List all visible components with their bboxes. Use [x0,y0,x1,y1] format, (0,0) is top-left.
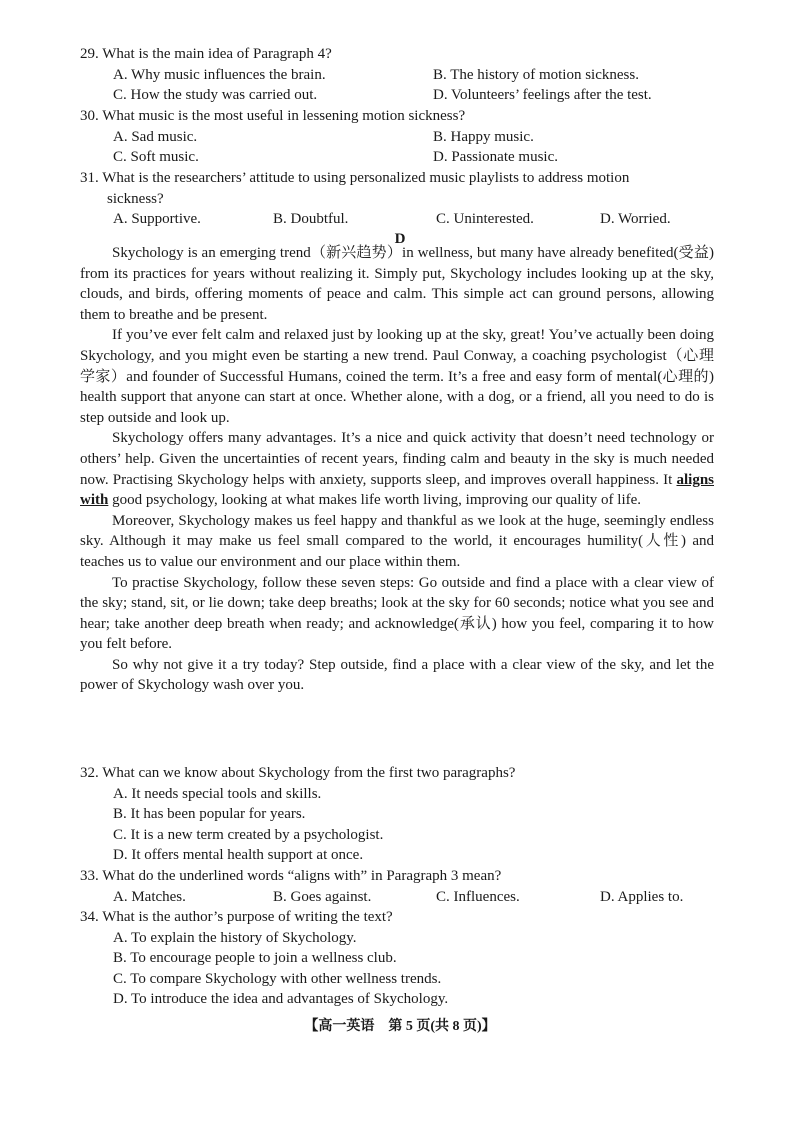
paragraph-1: Skychology is an emerging trend（新兴趋势）in wellness, but many have already benefited(受益) from its practices for years without realizing it. Simply put, Skychology includes looking up at the sky, clouds, and birds, offering moments of peace and calm. This simple act can ground persons, allowing them to breathe and be present. [80,245,714,323]
option-b[interactable]: B. Doubtful. [273,211,349,228]
paragraph-3-text-before: Skychology offers many advantages. It’s a nice and quick activity that doesn’t need technology or others’ help. Given the uncertainties of recent years, finding calm and beauty in the sky is much needed now. Practising Skychology helps with anxiety, supports sleep, and improves overall happiness. It [80,430,714,488]
question-34 [80,907,720,1010]
question-32 [80,763,720,866]
option-c[interactable]: C. Uninterested. [436,211,534,228]
option-row [80,147,720,168]
paragraph-3-text-after: good psychology, looking at what makes life worth living, improving our quality of life. [108,492,642,509]
page-footer: 【高一英语 第 5 页(共 8 页)】 [304,1019,496,1034]
option-b[interactable]: B. The history of motion sickness. [433,66,639,83]
section-title: D [394,231,406,247]
option-row [80,127,720,148]
option-row [80,85,720,106]
question-stem-line: 31. What is the researchers’ attitude to using personalized music playlists to address motion [80,170,630,186]
question-stem: 33. What do the underlined words “aligns with” in Paragraph 3 mean? [80,868,502,884]
option-b[interactable]: B. Happy music. [433,128,534,145]
option-a[interactable]: A. Matches. [113,888,186,905]
question-stem: 32. What can we know about Skychology from the first two paragraphs? [80,765,516,781]
option-b[interactable]: B. Goes against. [273,888,372,905]
question-33 [80,866,720,907]
paragraph-4: Moreover, Skychology makes us feel happy and thankful as we look at the huge, seemingly endless sky. Although it may make us feel small compared to the world, it encourages humility(人性) and teaches us to value our environment and our place within them. [80,512,714,570]
option-a[interactable]: A. Sad music. [113,128,198,145]
question-stem: 30. What music is the most useful in lessening motion sickness? [80,108,466,124]
option-row [80,209,720,230]
paragraph-2: If you’ve ever felt calm and relaxed just by looking up at the sky, great! You’ve actually been doing Skychology, and you might even be starting a new trend. Paul Conway, a coaching psychologist（心理学家）and founder of Successful Humans, coined the term. It’s a free and easy form of mental(心理的) health support that anyone can start at once. Whether alone, with a dog, or a friend, all you need to do is step outside and look up. [80,327,714,426]
paragraph-6: So why not give it a try today? Step outside, find a place with a clear view of the sky, and let the power of Skychology wash over you. [80,656,714,694]
paragraph-5: To practise Skychology, follow these seven steps: Go outside and find a place with a clear view of the sky; stand, sit, or lie down; take deep breaths; look at the sky for 60 seconds; notice what you see and hear; take another deep breath when ready; and acknowledge(承认) how you feel, comparing it to how you felt before. [80,574,714,653]
option-d[interactable]: D. To introduce the idea and advantages of Skychology. [113,991,449,1008]
option-a[interactable]: A. To explain the history of Skychology. [113,929,357,946]
option-d[interactable]: D. It offers mental health support at once. [113,847,364,864]
question-30 [80,106,720,168]
question-stem-continuation: sickness? [107,190,164,207]
question-31 [80,168,720,230]
option-a[interactable]: A. It needs special tools and skills. [113,785,322,802]
question-29 [80,44,720,106]
option-row [80,887,720,908]
question-stem: 34. What is the author’s purpose of writing the text? [80,909,393,925]
question-stem [80,168,720,209]
option-row [80,65,720,86]
option-d[interactable]: D. Passionate music. [433,149,558,166]
option-c[interactable]: C. Influences. [436,888,520,905]
paragraph-3 [80,428,714,510]
underlined-words: aligns with [80,471,714,509]
option-d[interactable]: D. Applies to. [600,888,684,905]
option-c[interactable]: C. It is a new term created by a psychologist. [113,826,384,843]
reading-passage [80,243,714,696]
option-a[interactable]: A. Why music influences the brain. [113,66,326,83]
question-stem: 29. What is the main idea of Paragraph 4? [80,46,332,62]
option-b[interactable]: B. It has been popular for years. [113,806,306,823]
option-c[interactable]: C. Soft music. [113,149,199,166]
option-d[interactable]: D. Worried. [600,211,671,228]
option-c[interactable]: C. To compare Skychology with other wellness trends. [113,970,442,987]
option-b[interactable]: B. To encourage people to join a wellness club. [113,950,397,967]
option-d[interactable]: D. Volunteers’ feelings after the test. [433,87,652,104]
option-a[interactable]: A. Supportive. [113,211,201,228]
option-c[interactable]: C. How the study was carried out. [113,87,318,104]
